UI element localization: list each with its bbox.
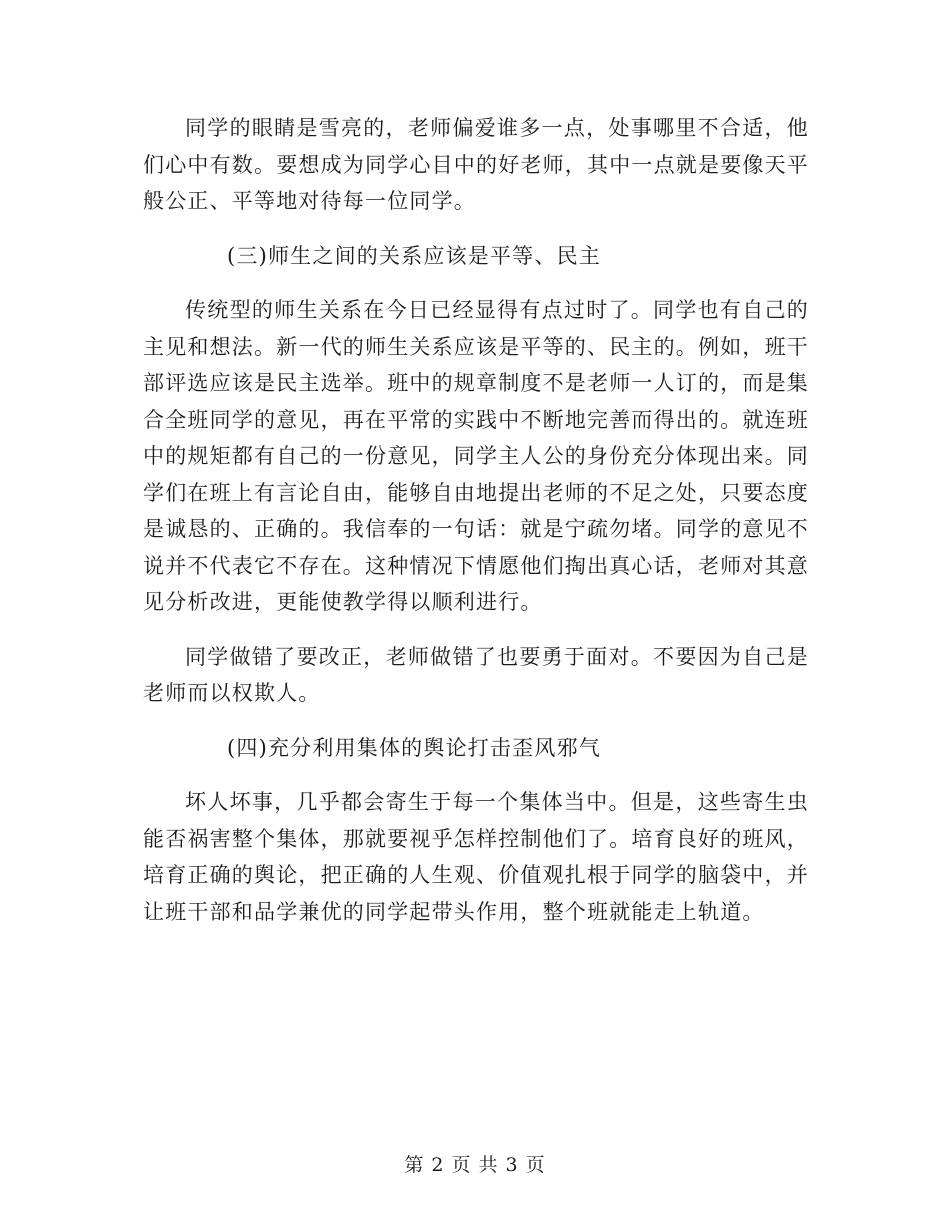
section-heading-4: (四)充分利用集体的舆论打击歪风邪气 xyxy=(227,735,601,760)
paragraph-public-opinion: 坏人坏事，几乎都会寄生于每一个集体当中。但是，这些寄生虫能否祸害整个集体，那就要视乎怎样控制他们了。培育良好的班风，培育正确的舆论，把正确的人生观、价值观扎根于同学的脑袋中，并让班干部和品学兼优的同学起带头作用，整个班就能走上轨道。 xyxy=(143,790,809,924)
page-number-footer: 第 2 页 共 3 页 xyxy=(404,1154,546,1176)
document-body xyxy=(143,110,809,930)
paragraph-fairness: 同学的眼睛是雪亮的，老师偏爱谁多一点，处事哪里不合适，他们心中有数。要想成为同学心目中的好老师，其中一点就是要像天平般公正、平等地对待每一位同学。 xyxy=(143,116,809,213)
paragraph-teacher-student-relation: 传统型的师生关系在今日已经显得有点过时了。同学也有自己的主见和想法。新一代的师生关系应该是平等的、民主的。例如，班干部评选应该是民主选举。班中的规章制度不是老师一人订的，而是集合全班同学的意见，再在平常的实践中不断地完善而得出的。就连班中的规矩都有自己的一份意见，同学主人公的身份充分体现出来。同学们在班上有言论自由，能够自由地提出老师的不足之处，只要态度是诚恳的、正确的。我信奉的一句话：就是宁疏勿堵。同学的意见不说并不代表它不存在。这种情况下情愿他们掏出真心话，老师对其意见分析改进，更能使教学得以顺利进行。 xyxy=(143,298,809,614)
paragraph-admit-mistakes: 同学做错了要改正，老师做错了也要勇于面对。不要因为自己是老师而以权欺人。 xyxy=(143,644,809,705)
section-heading-3: (三)师生之间的关系应该是平等、民主 xyxy=(227,243,601,268)
